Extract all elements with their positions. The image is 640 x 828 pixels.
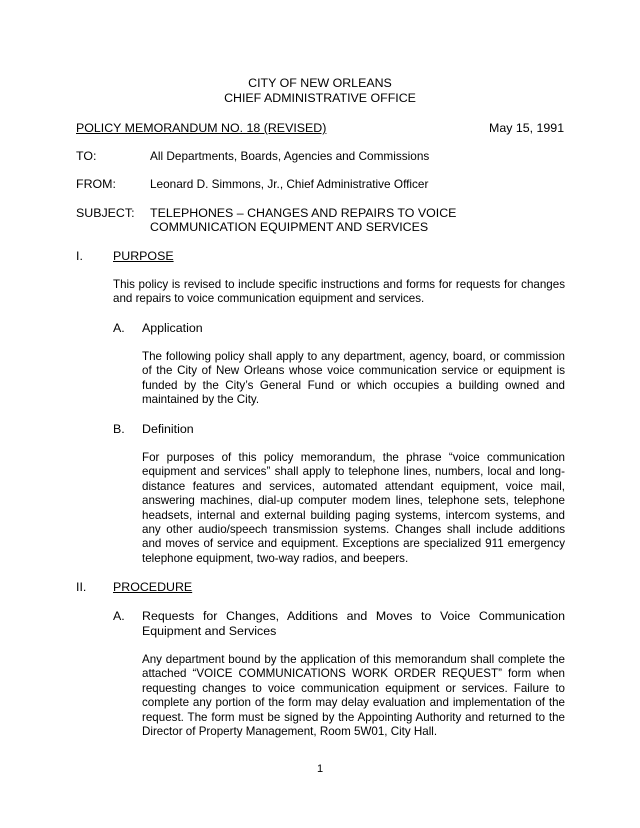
section-2-number: II.: [76, 580, 87, 594]
to-label: TO:: [76, 149, 97, 163]
section-2a-paragraph: Any department bound by the application of this memorandum shall complete the attached “VOICE COMMUNICATIONS WORK ORDER REQUEST” form when requesting changes to voice communication equipment or services. Failure to complete any portion of the form may delay evaluation and implementation of the request. The form must be signed by the Appointing Authority and returned to the Director of Property Management, Room 5W01, City Hall.: [142, 653, 565, 739]
section-1a-title: Application: [142, 321, 203, 335]
section-2-title: PROCEDURE: [113, 580, 193, 594]
section-1b-number: B.: [113, 422, 125, 436]
section-1-number: I.: [76, 249, 83, 263]
header-city: CITY OF NEW ORLEANS: [248, 76, 392, 90]
section-1a-paragraph: The following policy shall apply to any department, agency, board, or commission of the City of New Orleans whose voice communication service or equipment is funded by the City’s General Fund or which occupies a building owned and maintained by the City.: [142, 350, 565, 407]
from-label: FROM:: [76, 177, 116, 191]
section-1a-number: A.: [113, 321, 125, 335]
from-value: Leonard D. Simmons, Jr., Chief Administrative Officer: [150, 177, 429, 191]
to-value: All Departments, Boards, Agencies and Commissions: [150, 149, 430, 163]
section-1b-paragraph: For purposes of this policy memorandum, the phrase “voice communication equipment and services” shall apply to telephone lines, numbers, local and long-distance features and services, automated attendant equipment, voice mail, answering machines, dial-up computer modem lines, telephone sets, telephone headsets, internal and external building paging systems, intercom systems, and any other audio/speech transmission systems. Changes shall include additions and moves of service and equipment. Exceptions are specialized 911 emergency telephone equipment, two-way radios, and beepers.: [142, 451, 565, 565]
section-1-title: PURPOSE: [113, 249, 174, 263]
page-number: 1: [316, 763, 324, 775]
memo-date: May 15, 1991: [489, 121, 565, 135]
subject-line-2: COMMUNICATION EQUIPMENT AND SERVICES: [150, 220, 429, 234]
section-2a-title: Requests for Changes, Additions and Moves to Voice Communication Equipment and Services: [142, 609, 565, 638]
section-1-paragraph: This policy is revised to include specific instructions and forms for requests for changes and repairs to voice communication equipment and services.: [113, 278, 565, 306]
header-office: CHIEF ADMINISTRATIVE OFFICE: [224, 91, 416, 105]
subject-line-1: TELEPHONES – CHANGES AND REPAIRS TO VOICE: [150, 206, 457, 220]
memo-title: POLICY MEMORANDUM NO. 18 (REVISED): [76, 121, 327, 135]
section-2a-number: A.: [113, 609, 125, 623]
subject-label: SUBJECT:: [76, 206, 135, 220]
section-1b-title: Definition: [142, 422, 194, 436]
